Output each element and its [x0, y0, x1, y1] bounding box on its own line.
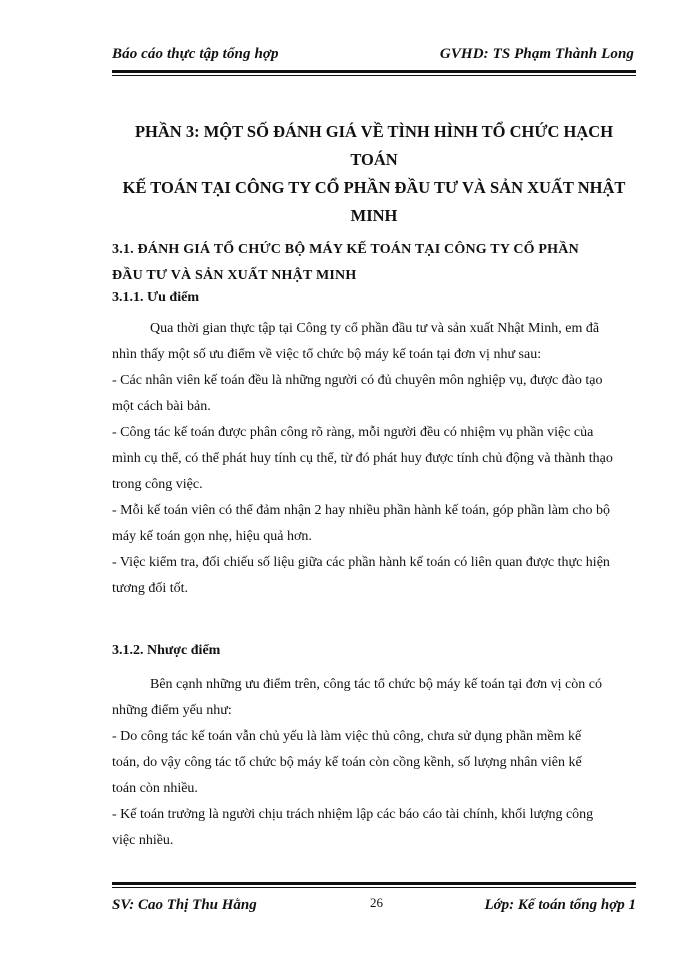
advantages-paragraph	[112, 316, 636, 602]
header-report-title: Báo cáo thực tập tổng hợp	[112, 46, 279, 62]
text-line: - Mỗi kế toán viên có thể đảm nhận 2 hay nhiều phần hành kế toán, góp phần làm cho bộ	[112, 503, 611, 518]
text-line: nhìn thấy một số ưu điểm về việc tổ chức bộ máy kế toán tại đơn vị như sau:	[112, 347, 542, 362]
text-line: - Việc kiểm tra, đối chiếu số liệu giữa các phần hành kế toán có liên quan được thực hiện	[112, 555, 610, 570]
text-line: toán, do vậy công tác tổ chức bộ máy kế toán còn cồng kềnh, số lượng nhân viên kế	[112, 755, 582, 770]
part-title-line: MINH	[350, 206, 398, 225]
section-title-line: ĐẦU TƯ VÀ SẢN XUẤT NHẬT MINH	[112, 268, 357, 283]
section-title	[112, 237, 632, 289]
text-line: toán còn nhiều.	[112, 781, 198, 796]
part-title-line: PHẦN 3: MỘT SỐ ĐÁNH GIÁ VỀ TÌNH HÌNH TỔ CHỨC HẠCH TOÁN	[134, 122, 614, 169]
disadvantages-paragraph	[112, 672, 636, 854]
page-header	[112, 44, 634, 68]
header-rule-thick	[112, 70, 636, 73]
footer-student: SV: Cao Thị Thu Hằng	[112, 897, 257, 913]
text-line: máy kế toán gọn nhẹ, hiệu quả hơn.	[112, 529, 312, 544]
text-line: trong công việc.	[112, 477, 203, 492]
header-rule-thin	[112, 75, 636, 76]
footer-class: Lớp: Kế toán tổng hợp 1	[484, 897, 636, 913]
section-title-line: 3.1. ĐÁNH GIÁ TỔ CHỨC BỘ MÁY KẾ TOÁN TẠI CÔNG TY CỔ PHẦN	[112, 242, 579, 257]
text-line: mình cụ thể, có thể phát huy tính cụ thể, từ đó phát huy được tính chủ động và thành thạo	[112, 451, 613, 466]
text-line: tương đối tốt.	[112, 581, 189, 596]
subsection-title-disadvantages: 3.1.2. Nhược điểm	[112, 643, 221, 658]
text-line: Qua thời gian thực tập tại Công ty cổ phần đầu tư và sản xuất Nhật Minh, em đã	[150, 321, 600, 336]
text-line: những điểm yếu như:	[112, 703, 232, 718]
text-line: - Các nhân viên kế toán đều là những người có đủ chuyên môn nghiệp vụ, được đào tạo	[112, 373, 603, 388]
text-line: - Do công tác kế toán vẫn chủ yếu là làm việc thủ công, chưa sử dụng phần mềm kế	[112, 729, 582, 744]
subsection-title-advantages: 3.1.1. Ưu điểm	[112, 290, 199, 305]
text-line: một cách bài bản.	[112, 399, 211, 414]
part-title	[112, 118, 636, 230]
part-title-line: KẾ TOÁN TẠI CÔNG TY CỔ PHẦN ĐẦU TƯ VÀ SẢN XUẤT NHẬT	[122, 178, 626, 197]
footer-rule-thick	[112, 882, 636, 885]
text-line: - Công tác kế toán được phân công rõ ràng, mỗi người đều có nhiệm vụ phần việc của	[112, 425, 594, 440]
footer-rule-thin	[112, 887, 636, 888]
text-line: việc nhiều.	[112, 833, 174, 848]
header-supervisor: GVHD: TS Phạm Thành Long	[439, 46, 634, 62]
page-footer	[112, 895, 636, 919]
text-line: Bên cạnh những ưu điểm trên, công tác tổ chức bộ máy kế toán tại đơn vị còn có	[150, 677, 602, 692]
text-line: - Kế toán trưởng là người chịu trách nhiệm lập các báo cáo tài chính, khối lượng công	[112, 807, 594, 822]
page-number: 26	[370, 895, 383, 910]
